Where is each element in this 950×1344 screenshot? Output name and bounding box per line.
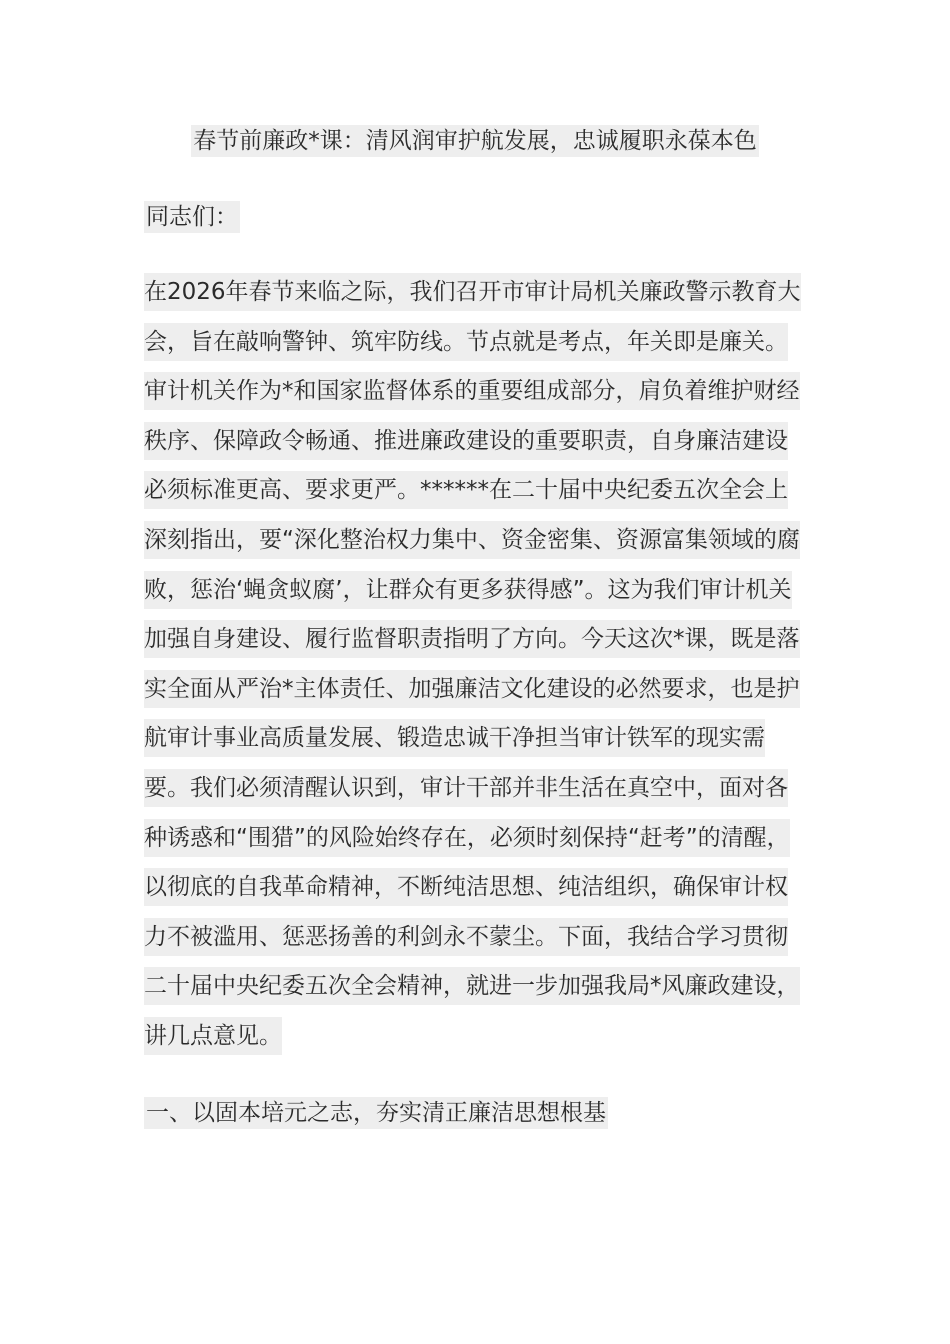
section-heading bbox=[144, 1090, 608, 1136]
document-title-text: 春节前廉政*课：清风润审护航发展，忠诚履职永葆本色 bbox=[191, 125, 759, 157]
document-title bbox=[0, 118, 950, 164]
body-paragraph bbox=[144, 268, 806, 1062]
body-paragraph-text: 在2026年春节来临之际，我们召开市审计局机关廉政警示教育大会，旨在敲响警钟、筑牢防线。节点就是考点，年关即是廉关。审计机关作为*和国家监督体系的重要组成部分，肩负着维护财经秩序、保障政令畅通、推进廉政建设的重要职责，自身廉洁建设必须标准更高、要求更严。******在二十届中央纪委五次全会上深刻指出，要“深化整治权力集中、资金密集、资源富集领域的腐败，惩治‘蝇贪蚁腐’，让群众有更多获得感”。这为我们审计机关加强自身建设、履行监督职责指明了方向。今天这次*课，既是落实全面从严治*主体责任、加强廉洁文化建设的必然要求，也是护航审计事业高质量发展、锻造忠诚干净担当审计铁军的现实需要。我们必须清醒认识到，审计干部并非生活在真空中，面对各种诱惑和“围猎”的风险始终存在，必须时刻保持“赶考”的清醒，以彻底的自我革命精神，不断纯洁思想、纯洁组织，确保审计权力不被滥用、惩恶扬善的利剑永不蒙尘。下面，我结合学习贯彻二十届中央纪委五次全会精神，就进一步加强我局*风廉政建设，讲几点意见。 bbox=[144, 273, 801, 1055]
section-heading-text: 一、以固本培元之志，夯实清正廉洁思想根基 bbox=[144, 1097, 608, 1129]
salutation-text: 同志们： bbox=[144, 201, 240, 233]
salutation bbox=[144, 194, 240, 240]
